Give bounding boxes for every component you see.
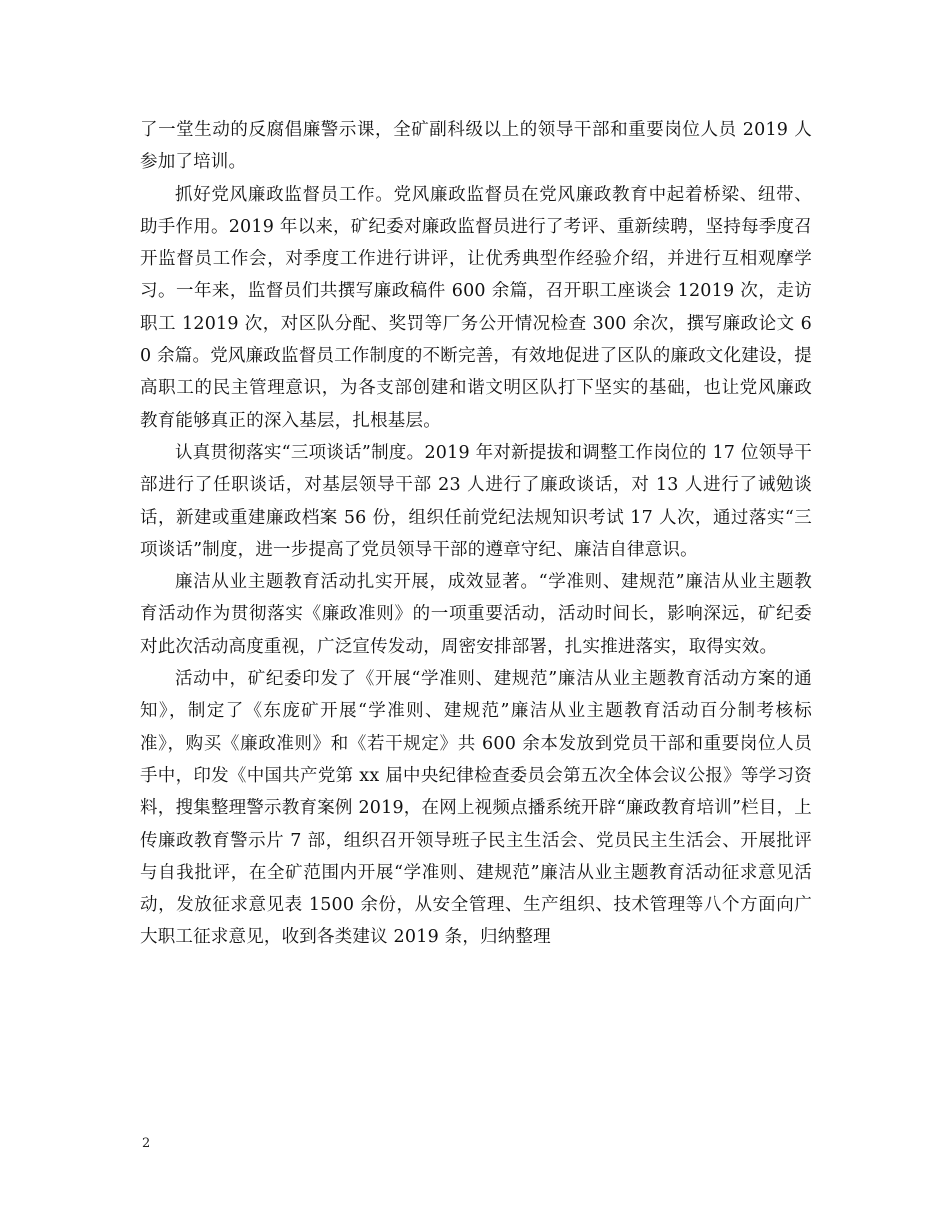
paragraph-theme-education: 廉洁从业主题教育活动扎实开展，成效显著。“学准则、建规范”廉洁从业主题教育活动作为贯彻落实《廉政准则》的一项重要活动，活动时间长，影响深远，矿纪委对此次活动高度重视，广泛宣传发动，周密安排部署，扎实推进落实，取得实效。	[140, 572, 812, 657]
paragraph-three-talks: 认真贯彻落实“三项谈话”制度。2019 年对新提拔和调整工作岗位的 17 位领导干部进行了任职谈话，对基层领导干部 23 人进行了廉政谈话，对 13 人进行了诫勉谈话，新建或重建廉政档案 56 份，组织任前党纪法规知识考试 17 人次，通过落实“三项谈话”制度，进一步提高了党员领导干部的遵章守纪、廉洁自律意识。	[140, 442, 812, 560]
paragraph-supervisor-work: 抓好党风廉政监督员工作。党风廉政监督员在党风廉政教育中起着桥梁、纽带、助手作用。2019 年以来，矿纪委对廉政监督员进行了考评、重新续聘，坚持每季度召开监督员工作会，对季度工作进行讲评，让优秀典型作经验介绍，并进行互相观摩学习。一年来，监督员们共撰写廉政稿件 600 余篇，召开职工座谈会 12019 次，走访职工 12019 次，对区队分配、奖罚等厂务公开情况检查 300 余次，撰写廉政论文 60 余篇。党风廉政监督员工作制度的不断完善，有效地促进了区队的廉政文化建设，提高职工的民主管理意识，为各支部创建和谐文明区队打下坚实的基础，也让党风廉政教育能够真正的深入基层，扎根基层。	[140, 184, 812, 431]
page-number: 2	[142, 1136, 151, 1151]
paragraph-training-continuation: 了一堂生动的反腐倡廉警示课，全矿副科级以上的领导干部和重要岗位人员 2019 人参加了培训。	[140, 120, 812, 173]
paragraph-activity-details: 活动中，矿纪委印发了《开展“学准则、建规范”廉洁从业主题教育活动方案的通知》，制定了《东庞矿开展“学准则、建规范”廉洁从业主题教育活动百分制考核标准》，购买《廉政准则》和《若干规定》共 600 余本发放到党员干部和重要岗位人员手中，印发《中国共产党第 xx 届中央纪律检查委员会第五次全体会议公报》等学习资料，搜集整理警示教育案例 2019，在网上视频点播系统开辟“廉政教育培训”栏目，上传廉政教育警示片 7 部，组织召开领导班子民主生活会、党员民主生活会、开展批评与自我批评，在全矿范围内开展“学准则、建规范”廉洁从业主题教育活动征求意见活动，发放征求意见表 1500 余份，从安全管理、生产组织、技术管理等八个方面向广大职工征求意见，收到各类建议 2019 条，归纳整理	[140, 669, 812, 948]
document-body	[140, 114, 812, 954]
